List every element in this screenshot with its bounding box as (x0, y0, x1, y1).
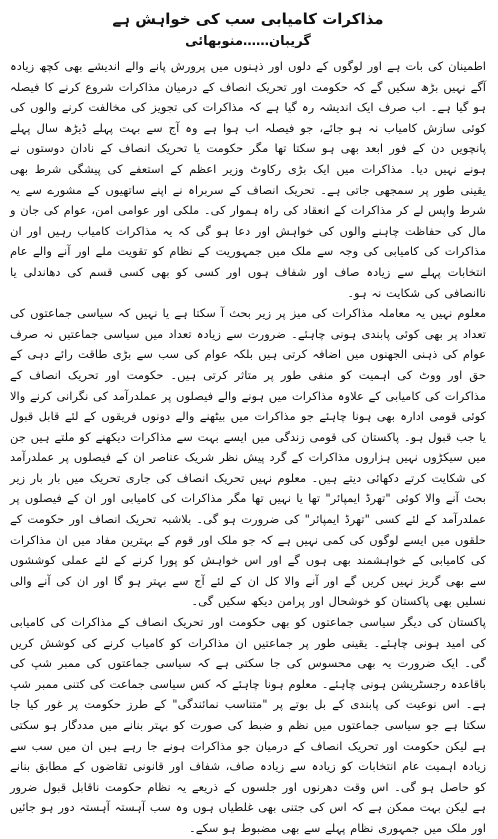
article-title: مذاکرات کامیابی سب کی خواہش ہے (112, 10, 384, 28)
article-paragraph: پاکستان کی دیگر سیاسی جماعتوں کو بھی حکومت اور تحریک انصاف کے مذاکرات کی کامیابی کی امید ہونی چاہئے۔ یقینی طور پر جماعتیں ان مذاکرات کو کامیاب کرنے کی کوشش کریں گی۔ ایک ضرورت یہ بھی محسوس کی جا سکتی ہے کہ سیاسی جماعتوں کی ممبر شپ کی باقاعدہ رجسٹریشن ہونی چاہئے۔ معلوم ہونا چاہئے کہ کس سیاسی جماعت کی کتنی ممبر شپ ہے۔ اس نوعیت کی پابندی کے بل بوتے پر "متناسب نمائندگی" کے طرز حکومت پر غور کیا جا سکتا ہے جو سیاسی جماعتوں میں نظم و ضبط کی صورت کو بہتر بنانے میں مددگار ہو سکتی ہے لیکن حکومت اور تحریک انصاف کے درمیان جو مذاکرات ہونے جا رہے ہیں ان میں سب سے زیادہ اہمیت عام انتخابات کو زیادہ سے زیادہ صاف، شفاف اور قانونی تقاضوں کے مطابق بنانے کو حاصل ہو گی۔ اس وقت دھرنوں اور جلسوں کے ذریعے یہ نظام حکومت ناقابل قبول ضرور ہے لیکن بہت ممکن ہے کہ اس کی جتنی بھی غلطیاں ہوں وہ سب آہستہ آہستہ دور ہو جائیں اور ملک میں جمہوری نظام پہلے سے بھی مضبوط ہو سکے۔ (10, 615, 486, 835)
article-byline: گریبان……منوبھائی (185, 34, 311, 49)
article-paragraph: معلوم نہیں یہ معاملہ مذاکرات کی میز پر زیر بحث آ سکتا ہے یا نہیں کہ سیاسی جماعتوں کی تعداد پر بھی کوئی پابندی ہونی چاہئے۔ ضرورت سے زیادہ تعداد میں سیاسی جماعتیں نہ صرف عوام کی ذہنی الجھنوں میں اضافہ کرتی ہیں بلکہ عوام کی سب سے بڑی طاقت رائے دہی کے حق اور ووٹ کی اہمیت کو منفی طور پر متاثر کرتی ہیں۔ حکومت اور تحریک انصاف کے مذاکرات کی کامیابی کے علاوہ مذاکرات میں ہونے والے فیصلوں پر عملدرآمد کی نگرانی کرنے والا کوئی قومی ادارہ بھی ہونا چاہئے جو مذاکرات میں بیٹھنے والے دونوں فریقوں کے لئے قابل قبول یا جب قبول ہو۔ پاکستان کی قومی زندگی میں ایسے بہت سے مذاکرات دیکھنے کو ملتے ہیں جن میں سیکڑوں نہیں ہزاروں مذاکرات کے گرد پیش نظر شریک عناصر ان کے فیصلوں پر عملدرآمد کی شکایت کرتے دکھائی دیتے ہیں۔ معلوم نہیں تحریک انصاف کی جاری تحریک میں بار بار زیر بحث آنے والا کوئی "تھرڈ ایمپائر" تھا یا نہیں تھا مگر مذاکرات کی کامیابی اور ان کے فیصلوں پر عملدرآمد کے لئے کسی "تھرڈ ایمپائر" کی ضرورت ہو گی۔ بلاشبہ تحریک انصاف اور حکومت کے حلقوں میں ایسے لوگوں کی کمی نہیں ہے کہ جو ملک اور قوم کے بہترین مفاد میں ان مذاکرات کی کامیابی کے خواہشمند بھی ہوں گے اور اس خواہش کو پورا کرنے کے لئے عملی کوششوں سے بھی گریز نہیں کریں گے اور آنے والا کل ان کے لئے آج سے بہتر ہو گا اور ان کی آنے والی نسلیں بھی پاکستان کو خوشحال اور پرامن دیکھ سکیں گی۔ (10, 306, 486, 609)
article-paragraph: اطمینان کی بات ہے اور لوگوں کے دلوں اور ذہنوں میں پرورش پانے والے اندیشے بھی کچھ زیادہ آگے نہیں بڑھ سکیں گے کہ حکومت اور تحریک انصاف کے درمیان مذاکرات شروع کرنے کا فیصلہ ہو گیا ہے۔ اب صرف ایک اندیشہ رہ گیا ہے کہ مذاکرات کی تجویز کی مخالفت کرنے والوں کی کوئی سازش کامیاب نہ ہو جائے، جو فیصلہ اب ہوا ہے وہ آج سے بہت پہلے ڈیڑھ سال پہلے پانچویں دن کے فور ابعد بھی ہو سکتا تھا مگر حکومت یا تحریک انصاف کے نادان دوستوں نے ہونے نہیں دیا۔ مذاکرات میں ایک بڑی رکاوٹ وزیر اعظم کے استعفے کی پیشگی شرط بھی یقینی طور پر سمجھی جاتی ہے۔ تحریک انصاف کے سربراہ نے اپنے ساتھیوں کے مشورے سے یہ شرط واپس لے کر مذاکرات کے انعقاد کی راہ ہموار کی۔ ملکی اور عوامی امن، عوام کی جان و مال کی حفاظت چاہنے والوں کی خواہش اور دعا ہو گی کہ یہ مذاکرات کامیاب رہیں اور ان مذاکرات کی کامیابی کی وجہ سے ملک میں جمہوریت کے نظام کو تقویت ملے اور آنے والے عام انتخابات پہلے سے زیادہ صاف اور شفاف ہوں اور کسی کو بھی کسی قسم کی دھاندلی یا ناانصافی کی شکایت نہ ہو۔ (10, 59, 486, 300)
